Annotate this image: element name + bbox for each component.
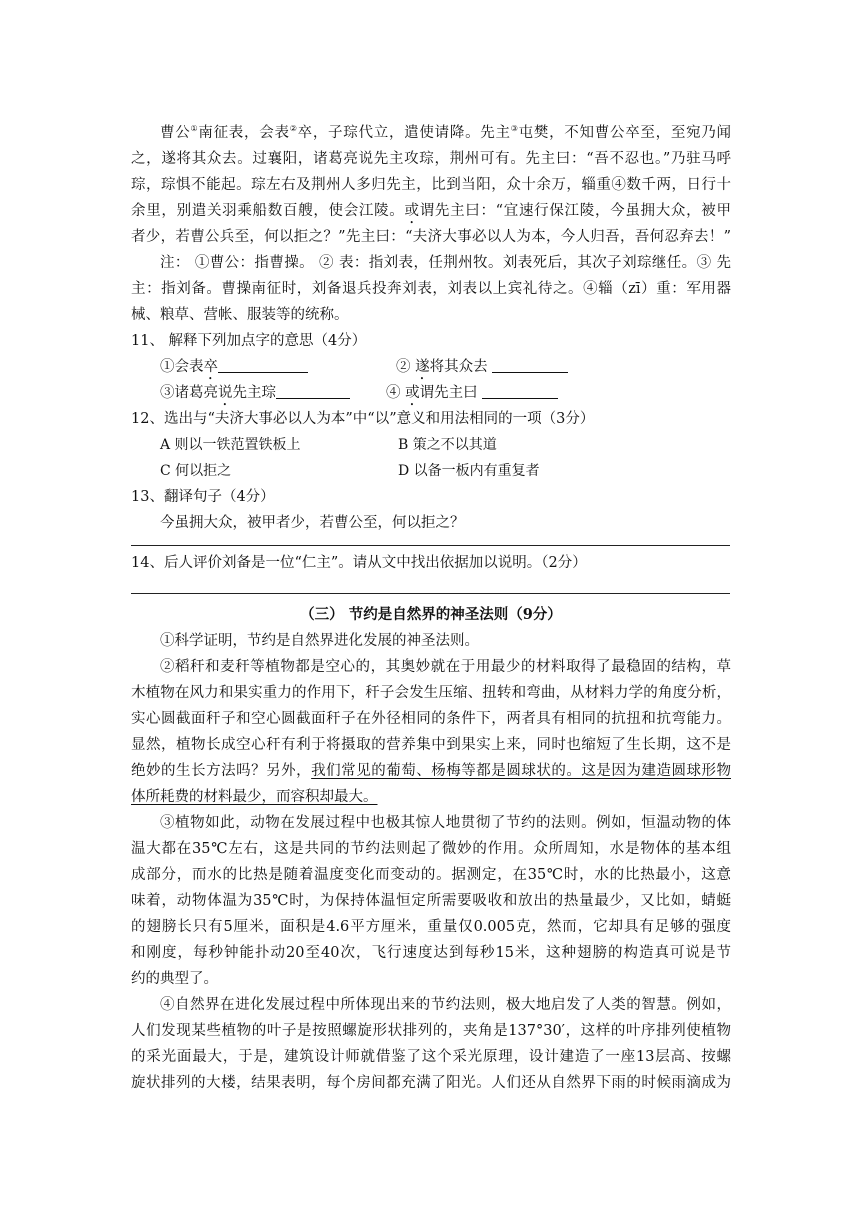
question-13-title: 13、翻译句子（4分） — [131, 489, 275, 505]
s3-p3-line-3: 成部分，而水的比热是随着温度变化而变动的。据测定，在35℃时，水的比热最小，这意 — [131, 867, 731, 883]
answer-line[interactable] — [131, 545, 730, 546]
question-11-title: 11、 解释下列加点字的意思（4分） — [131, 333, 367, 349]
passage-line-3: 琮，琮惧不能起。琮左右及荆州人多归先主，比到当阳，众十余万，辎重④数千两，日行十 — [131, 177, 731, 193]
s3-p3-line-7: 约的典型了。 — [131, 971, 218, 987]
answer-blank[interactable] — [276, 384, 350, 399]
q12-option-a: A 则以一铁范置铁板上 — [160, 437, 301, 453]
s3-p4-line-4: 旋状排列的大楼，结果表明，每个房间都充满了阳光。人们还从自然界下雨的时候雨滴成为 — [131, 1075, 731, 1091]
q11-item-3: ③诸葛亮说先主琮 — [160, 383, 350, 409]
s3-p2-line-5: 绝妙的生长方法吗？另外，我们常见的葡萄、杨梅等都是圆球状的。这是因为建造圆球形物 — [131, 763, 731, 779]
answer-line[interactable] — [131, 593, 730, 594]
q11-item-2: ② 遂将其众去 — [396, 357, 568, 383]
passage-line-2: 之，遂将其众去。过襄阳，诸葛亮说先主攻琮，荆州可有。先主曰：“吾不忍也。”乃驻马呼 — [131, 151, 731, 167]
answer-blank[interactable] — [218, 358, 308, 373]
s3-p4-line-2: 人们发现某些植物的叶子是按照螺旋形状排列的，夹角是137°30′，这样的叶序排列使植物 — [131, 1023, 731, 1039]
answer-blank[interactable] — [492, 358, 568, 373]
passage-line-5: 者少，若曹公兵至，何以拒之？”先主曰：“夫济大事必以人为本，今人归吾，吾何忍弃去！” — [131, 229, 731, 245]
s3-p4-line-1: ④自然界在进化发展过程中所体现出来的节约法则，极大地启发了人类的智慧。例如， — [160, 997, 731, 1013]
s3-paragraph-1: ①科学证明，节约是自然界进化发展的神圣法则。 — [160, 633, 479, 649]
s3-p3-line-5: 的翅膀长只有5厘米，面积是4.6平方厘米，重量仅0.005克，然而，它却具有足够的强度 — [131, 919, 731, 935]
s3-p3-line-1: ③植物如此，动物在发展过程中也极其惊人地贯彻了节约的法则。例如，恒温动物的体 — [160, 815, 731, 831]
passage-line-4: 余里，别遣关羽乘船数百艘，使会江陵。或谓先主曰：“宜速行保江陵，今虽拥大众，被甲 — [131, 203, 732, 219]
passage-line-1: 曹公①南征表，会表②卒，子琮代立，遣使请降。先主③屯樊，不知曹公卒至，至宛乃闻 — [160, 124, 732, 141]
notes-line-1: 注： ①曹公：指曹操。 ② 表：指刘表，任荆州牧。刘表死后，其次子刘琮继任。③ 先 — [160, 255, 731, 271]
question-12-title: 12、选出与“夫济大事必以人为本”中“以”意义和用法相同的一项（3分） — [131, 411, 595, 427]
s3-p2-line-2: 木植物在风力和果实重力的作用下，秆子会发生压缩、扭转和弯曲，从材料力学的角度分析， — [131, 685, 731, 701]
s3-p4-line-3: 的采光面最大，于是，建筑设计师就借鉴了这个采光原理，设计建造了一座13层高、按螺 — [131, 1049, 731, 1065]
s3-p2-line-3: 实心圆截面秆子和空心圆截面秆子在外径相同的条件下，两者具有相同的抗扭和抗弯能力。 — [131, 711, 731, 727]
s3-p2-line-6: 体所耗费的材料最少，而容积却最大。 — [131, 789, 378, 805]
q12-option-d: D 以备一板内有重复者 — [398, 463, 540, 479]
s3-p3-line-2: 温大都在35℃左右，这是共同的节约法则起了微妙的作用。众所周知，水是物体的基本组 — [131, 841, 731, 857]
notes-line-3: 械、粮草、营帐、服装等的统称。 — [131, 307, 349, 323]
q11-item-1: ①会表卒 — [160, 357, 308, 383]
q13-sentence: 今虽拥大众，被甲者少，若曹公至，何以拒之？ — [160, 515, 465, 531]
q12-option-c: C 何以拒之 — [160, 463, 232, 479]
section-3-title: （三） 节约是自然界的神圣法则（9分） — [300, 606, 562, 623]
s3-p3-line-6: 和刚度，每秒钟能扑动20至40次，飞行速度达到每秒15米，这种翅膀的构造真可说是节 — [131, 945, 731, 961]
question-14-title: 14、后人评价刘备是一位“仁主”。请从文中找出依据加以说明。（2分） — [131, 555, 587, 571]
s3-p2-line-4: 显然，植物长成空心秆有利于将摄取的营养集中到果实上来，同时也缩短了生长期，这不是 — [131, 737, 731, 753]
answer-blank[interactable] — [482, 384, 558, 399]
q12-option-b: B 策之不以其道 — [398, 437, 497, 453]
s3-p3-line-4: 味着，动物体温为35℃时，为保持体温恒定所需要吸收和放出的热量最少，又比如，蜻蜓 — [131, 893, 731, 909]
s3-p2-line-1: ②稻秆和麦秆等植物都是空心的，其奥妙就在于用最少的材料取得了最稳固的结构，草 — [160, 659, 731, 675]
notes-line-2: 主：指刘备。曹操南征时，刘备退兵投奔刘表，刘表以上宾礼待之。④辎（zī）重：军用器 — [131, 281, 731, 297]
q11-item-4: ④ 或谓先主曰 — [386, 383, 558, 409]
